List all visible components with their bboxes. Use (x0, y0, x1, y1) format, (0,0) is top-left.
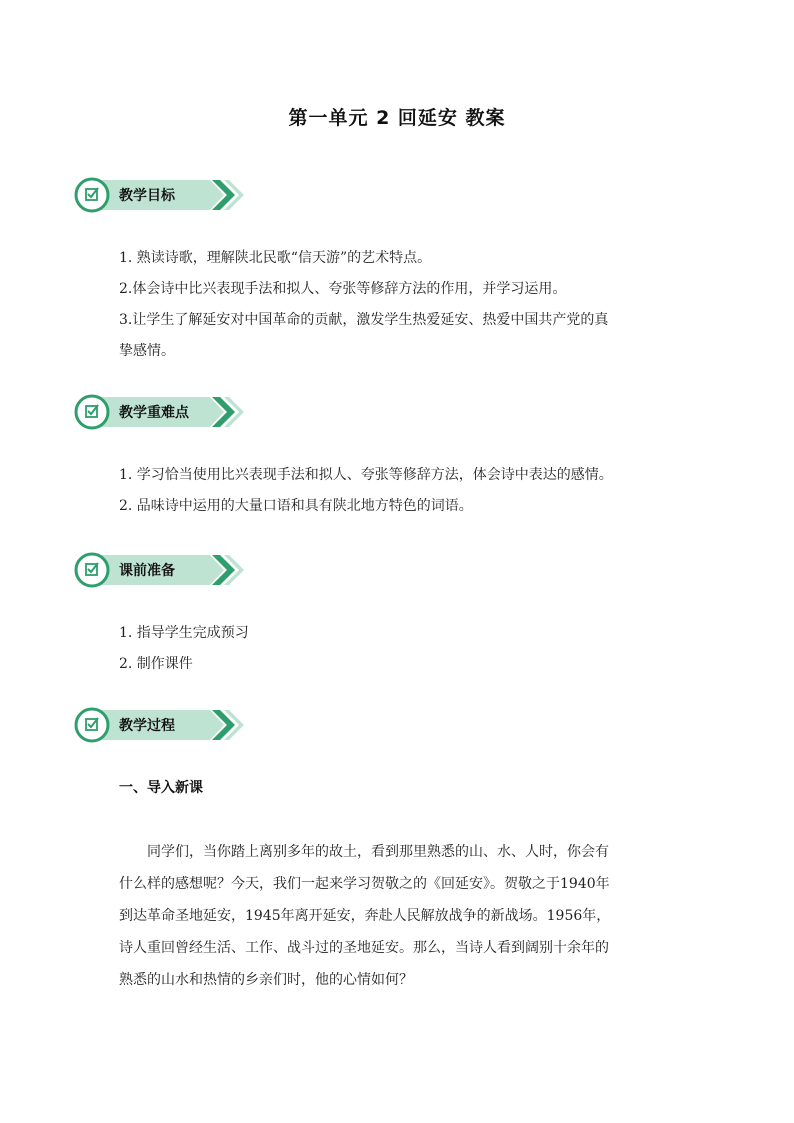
paragraph-line-2: 什么样的感想呢？今天，我们一起来学习贺敬之的《回延安》。贺敬之于1940年 (119, 876, 610, 892)
objective-line-4: 挚感情。 (119, 343, 175, 359)
objective-line-1: 1. 熟读诗歌，理解陕北民歌“信天游”的艺术特点。 (119, 250, 432, 266)
section-label: 教学重难点 (119, 405, 189, 421)
preparation-line-2: 2. 制作课件 (119, 656, 193, 672)
key-point-line-1: 1. 学习恰当使用比兴表现手法和拟人、夸张等修辞方法，体会诗中表达的感情。 (119, 467, 613, 483)
preparation-line-1: 1. 指导学生完成预习 (119, 625, 249, 641)
section-label: 教学目标 (119, 188, 175, 204)
objective-line-2: 2.体会诗中比兴表现手法和拟人、夸张等修辞方法的作用，并学习运用。 (119, 281, 567, 297)
paragraph-line-4: 诗人重回曾经生活、工作、战斗过的圣地延安。那么，当诗人看到阔别十余年的 (119, 940, 609, 956)
section-label: 教学过程 (119, 718, 175, 734)
objective-line-3: 3.让学生了解延安对中国革命的贡献，激发学生热爱延安、热爱中国共产党的真 (119, 312, 609, 328)
section-header-objectives (74, 175, 244, 215)
paragraph-line-3: 到达革命圣地延安，1945年离开延安，奔赴人民解放战争的新战场。1956年， (119, 908, 611, 924)
paragraph-line-5: 熟悉的山水和热情的乡亲们时，他的心情如何？ (119, 972, 413, 988)
section-header-key-points (74, 392, 244, 432)
page-title: 第一单元 2 回延安 教案 (288, 107, 506, 129)
key-point-line-2: 2. 品味诗中运用的大量口语和具有陕北地方特色的词语。 (119, 498, 473, 514)
section-header-process (74, 705, 244, 745)
section-header-preparation (74, 550, 244, 590)
paragraph-line-1: 同学们，当你踏上离别多年的故土，看到那里熟悉的山、水、人时，你会有 (147, 844, 609, 860)
section-label: 课前准备 (119, 563, 175, 579)
subheading-intro: 一、导入新课 (119, 780, 203, 796)
